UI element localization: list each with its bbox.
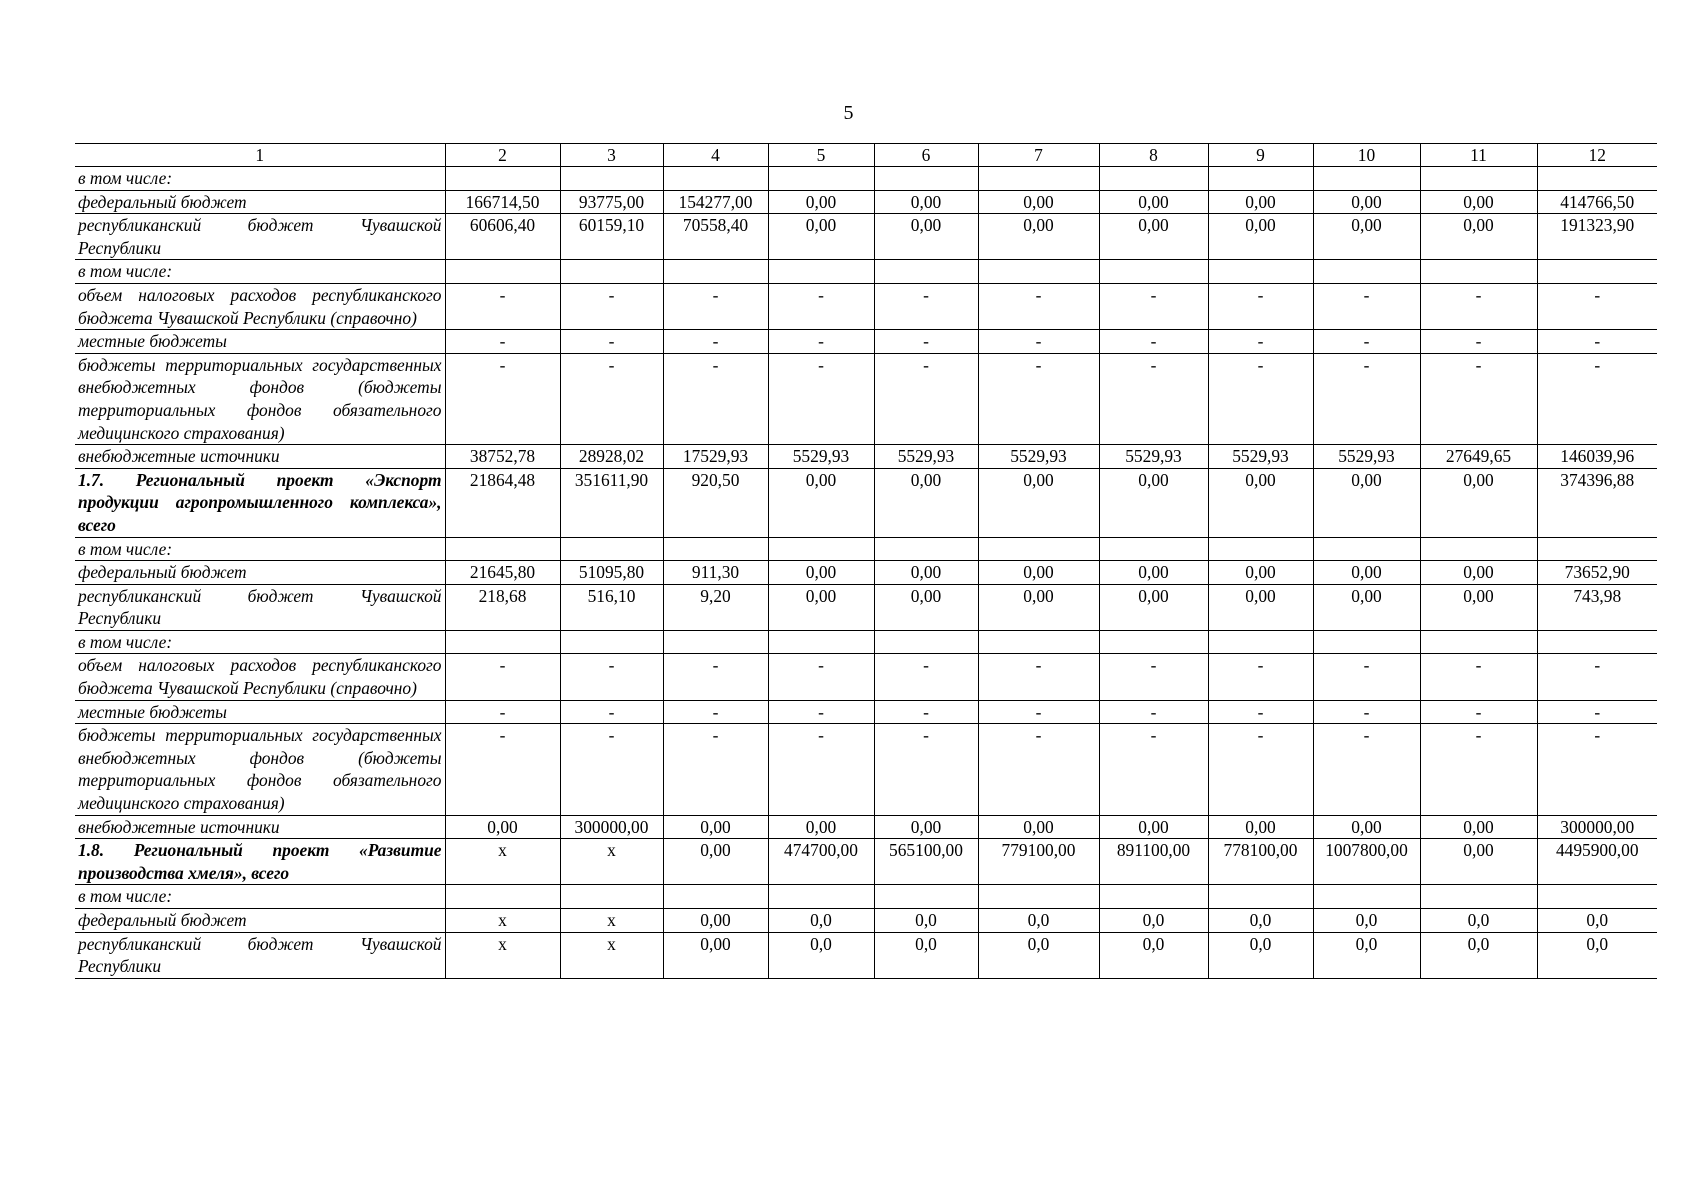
value-cell: - <box>560 654 663 700</box>
value-cell: 93775,00 <box>560 190 663 214</box>
value-cell: - <box>1099 724 1208 815</box>
value-cell: 0,00 <box>663 932 768 978</box>
table-row <box>75 909 1657 933</box>
value-cell: 0,00 <box>978 468 1099 537</box>
value-cell <box>874 260 978 284</box>
value-cell <box>1313 537 1420 561</box>
column-header: 4 <box>663 144 768 167</box>
table-row <box>75 468 1657 537</box>
value-cell: 70558,40 <box>663 214 768 260</box>
value-cell: 0,00 <box>663 909 768 933</box>
row-label-cell: бюджеты территориальных государственных внебюджетных фондов (бюджеты территориальных фондов обязательного медицинского страхования) <box>75 724 445 815</box>
row-label-cell: местные бюджеты <box>75 700 445 724</box>
row-label-cell: республиканский бюджет Чувашской Республики <box>75 214 445 260</box>
row-label-cell: федеральный бюджет <box>75 909 445 933</box>
value-cell: - <box>560 283 663 329</box>
value-cell: - <box>1313 283 1420 329</box>
value-cell: - <box>874 700 978 724</box>
value-cell: 0,0 <box>978 932 1099 978</box>
value-cell <box>560 167 663 191</box>
value-cell <box>445 537 560 561</box>
column-header: 2 <box>445 144 560 167</box>
value-cell: 0,00 <box>663 839 768 885</box>
table-header-row <box>75 144 1657 167</box>
value-cell: 0,00 <box>978 214 1099 260</box>
value-cell: 0,00 <box>768 190 874 214</box>
value-cell: - <box>874 654 978 700</box>
value-cell <box>445 167 560 191</box>
value-cell: 0,00 <box>1313 584 1420 630</box>
column-header: 6 <box>874 144 978 167</box>
value-cell: 218,68 <box>445 584 560 630</box>
value-cell <box>1537 167 1657 191</box>
row-label-cell: в том числе: <box>75 167 445 191</box>
value-cell: 778100,00 <box>1208 839 1313 885</box>
table-row <box>75 815 1657 839</box>
value-cell <box>560 537 663 561</box>
value-cell: 0,00 <box>1099 584 1208 630</box>
value-cell: 0,00 <box>768 815 874 839</box>
table-row <box>75 724 1657 815</box>
value-cell <box>1420 630 1537 654</box>
value-cell: - <box>1099 283 1208 329</box>
value-cell <box>978 167 1099 191</box>
value-cell <box>1537 630 1657 654</box>
value-cell: - <box>445 724 560 815</box>
table-row <box>75 885 1657 909</box>
value-cell: 0,00 <box>1208 214 1313 260</box>
value-cell: - <box>663 330 768 354</box>
value-cell <box>1420 537 1537 561</box>
value-cell: 0,0 <box>1537 932 1657 978</box>
value-cell: 0,00 <box>874 468 978 537</box>
column-header: 12 <box>1537 144 1657 167</box>
value-cell <box>663 260 768 284</box>
value-cell: - <box>1208 283 1313 329</box>
value-cell: 0,0 <box>1099 932 1208 978</box>
value-cell: - <box>663 353 768 444</box>
row-label-cell: в том числе: <box>75 260 445 284</box>
value-cell: 0,00 <box>978 815 1099 839</box>
value-cell: х <box>560 909 663 933</box>
value-cell: 0,00 <box>1313 468 1420 537</box>
value-cell: - <box>1537 330 1657 354</box>
value-cell: 414766,50 <box>1537 190 1657 214</box>
value-cell: - <box>978 654 1099 700</box>
value-cell: - <box>768 330 874 354</box>
value-cell <box>1537 537 1657 561</box>
value-cell: 5529,93 <box>768 445 874 469</box>
value-cell: 0,00 <box>768 561 874 585</box>
value-cell: - <box>560 330 663 354</box>
value-cell <box>874 167 978 191</box>
value-cell: 9,20 <box>663 584 768 630</box>
row-label-cell: объем налоговых расходов республиканского бюджета Чувашской Республики (справочно) <box>75 654 445 700</box>
value-cell: - <box>560 353 663 444</box>
value-cell: 0,0 <box>874 909 978 933</box>
table-row <box>75 190 1657 214</box>
value-cell <box>663 885 768 909</box>
page-number: 5 <box>843 102 854 124</box>
value-cell: - <box>1313 654 1420 700</box>
row-label-cell: республиканский бюджет Чувашской Республики <box>75 932 445 978</box>
value-cell: - <box>560 724 663 815</box>
value-cell: 5529,93 <box>1208 445 1313 469</box>
value-cell: 73652,90 <box>1537 561 1657 585</box>
row-label-cell: республиканский бюджет Чувашской Республики <box>75 584 445 630</box>
table-row <box>75 630 1657 654</box>
row-label-cell: бюджеты территориальных государственных внебюджетных фондов (бюджеты территориальных фондов обязательного медицинского страхования) <box>75 353 445 444</box>
value-cell: - <box>978 353 1099 444</box>
value-cell: 27649,65 <box>1420 445 1537 469</box>
row-label-cell: в том числе: <box>75 630 445 654</box>
value-cell <box>1208 537 1313 561</box>
value-cell <box>1537 260 1657 284</box>
value-cell: 0,00 <box>768 468 874 537</box>
value-cell: - <box>1537 353 1657 444</box>
value-cell: 0,00 <box>874 214 978 260</box>
value-cell: - <box>1537 724 1657 815</box>
value-cell <box>874 537 978 561</box>
value-cell: 0,00 <box>1313 561 1420 585</box>
value-cell: 0,0 <box>768 932 874 978</box>
value-cell: 28928,02 <box>560 445 663 469</box>
value-cell: - <box>1313 724 1420 815</box>
value-cell: 51095,80 <box>560 561 663 585</box>
value-cell: 0,00 <box>1099 468 1208 537</box>
value-cell: - <box>1099 700 1208 724</box>
table-row <box>75 654 1657 700</box>
row-label-cell: в том числе: <box>75 885 445 909</box>
value-cell: - <box>663 654 768 700</box>
value-cell: 0,00 <box>1420 190 1537 214</box>
value-cell: 154277,00 <box>663 190 768 214</box>
value-cell: - <box>1208 330 1313 354</box>
table-row <box>75 445 1657 469</box>
value-cell: - <box>445 353 560 444</box>
value-cell: - <box>1537 654 1657 700</box>
value-cell: 0,00 <box>445 815 560 839</box>
table-row <box>75 584 1657 630</box>
table-row <box>75 260 1657 284</box>
value-cell <box>768 630 874 654</box>
value-cell: - <box>768 283 874 329</box>
value-cell: 21864,48 <box>445 468 560 537</box>
value-cell <box>1208 260 1313 284</box>
value-cell: 300000,00 <box>1537 815 1657 839</box>
value-cell: - <box>978 330 1099 354</box>
value-cell: 300000,00 <box>560 815 663 839</box>
value-cell <box>1313 260 1420 284</box>
value-cell <box>560 260 663 284</box>
table-row <box>75 561 1657 585</box>
row-label-cell: местные бюджеты <box>75 330 445 354</box>
value-cell: 0,00 <box>1208 815 1313 839</box>
value-cell: - <box>1420 353 1537 444</box>
value-cell <box>445 885 560 909</box>
value-cell: 0,0 <box>1537 909 1657 933</box>
value-cell: 0,00 <box>768 584 874 630</box>
value-cell <box>1099 167 1208 191</box>
value-cell: 374396,88 <box>1537 468 1657 537</box>
value-cell: 0,0 <box>874 932 978 978</box>
row-label-cell: федеральный бюджет <box>75 561 445 585</box>
value-cell: - <box>663 283 768 329</box>
table-row <box>75 932 1657 978</box>
value-cell <box>663 537 768 561</box>
value-cell: - <box>1099 654 1208 700</box>
value-cell: 191323,90 <box>1537 214 1657 260</box>
column-header: 11 <box>1420 144 1537 167</box>
value-cell: 5529,93 <box>978 445 1099 469</box>
value-cell <box>1313 885 1420 909</box>
value-cell: 0,00 <box>663 815 768 839</box>
row-label-cell: внебюджетные источники <box>75 445 445 469</box>
value-cell: 60159,10 <box>560 214 663 260</box>
value-cell: 0,00 <box>1420 584 1537 630</box>
value-cell: - <box>663 724 768 815</box>
column-header: 9 <box>1208 144 1313 167</box>
value-cell: - <box>978 724 1099 815</box>
value-cell: - <box>874 283 978 329</box>
value-cell: - <box>1420 700 1537 724</box>
value-cell: 0,00 <box>1313 190 1420 214</box>
value-cell: 146039,96 <box>1537 445 1657 469</box>
value-cell: 0,00 <box>978 561 1099 585</box>
value-cell: - <box>768 353 874 444</box>
value-cell: - <box>560 700 663 724</box>
value-cell <box>663 167 768 191</box>
table-row <box>75 214 1657 260</box>
value-cell: - <box>1313 700 1420 724</box>
value-cell <box>1208 885 1313 909</box>
value-cell: 0,00 <box>1099 214 1208 260</box>
value-cell: 5529,93 <box>1313 445 1420 469</box>
value-cell: 0,00 <box>1420 815 1537 839</box>
value-cell: х <box>445 839 560 885</box>
value-cell: 0,00 <box>1313 214 1420 260</box>
value-cell: х <box>445 909 560 933</box>
value-cell <box>1420 885 1537 909</box>
value-cell <box>560 885 663 909</box>
value-cell: 0,0 <box>1208 909 1313 933</box>
table-row <box>75 839 1657 885</box>
column-header: 8 <box>1099 144 1208 167</box>
value-cell: - <box>445 654 560 700</box>
value-cell <box>874 630 978 654</box>
value-cell: - <box>768 724 874 815</box>
row-label-cell: в том числе: <box>75 537 445 561</box>
value-cell: - <box>1420 283 1537 329</box>
value-cell: 4495900,00 <box>1537 839 1657 885</box>
column-header: 3 <box>560 144 663 167</box>
value-cell: 0,00 <box>978 584 1099 630</box>
value-cell: - <box>768 654 874 700</box>
column-header: 10 <box>1313 144 1420 167</box>
value-cell <box>445 630 560 654</box>
table-row <box>75 330 1657 354</box>
value-cell: 891100,00 <box>1099 839 1208 885</box>
value-cell: 5529,93 <box>1099 445 1208 469</box>
value-cell: 474700,00 <box>768 839 874 885</box>
value-cell: - <box>1420 724 1537 815</box>
section-title-cell: 1.8. Региональный проект «Развитие производства хмеля», всего <box>75 839 445 885</box>
value-cell: 351611,90 <box>560 468 663 537</box>
value-cell: - <box>1208 654 1313 700</box>
value-cell: 0,00 <box>874 815 978 839</box>
value-cell: 0,00 <box>1208 561 1313 585</box>
value-cell: 0,00 <box>1208 190 1313 214</box>
value-cell: - <box>874 353 978 444</box>
value-cell <box>874 885 978 909</box>
value-cell: 743,98 <box>1537 584 1657 630</box>
value-cell <box>1313 630 1420 654</box>
table-row <box>75 353 1657 444</box>
value-cell <box>1099 537 1208 561</box>
value-cell: 0,00 <box>874 561 978 585</box>
value-cell <box>445 260 560 284</box>
value-cell: - <box>445 330 560 354</box>
value-cell: 0,00 <box>874 190 978 214</box>
value-cell <box>663 630 768 654</box>
value-cell: 166714,50 <box>445 190 560 214</box>
value-cell: - <box>663 700 768 724</box>
table-row <box>75 700 1657 724</box>
column-header: 5 <box>768 144 874 167</box>
value-cell: 0,00 <box>1420 214 1537 260</box>
value-cell: 0,00 <box>978 190 1099 214</box>
value-cell: 0,00 <box>1420 561 1537 585</box>
value-cell: - <box>768 700 874 724</box>
value-cell: 17529,93 <box>663 445 768 469</box>
value-cell <box>1208 167 1313 191</box>
value-cell: 38752,78 <box>445 445 560 469</box>
value-cell: - <box>1099 330 1208 354</box>
value-cell <box>1208 630 1313 654</box>
value-cell: 920,50 <box>663 468 768 537</box>
value-cell: х <box>560 932 663 978</box>
row-label-cell: внебюджетные источники <box>75 815 445 839</box>
table-body <box>75 144 1657 979</box>
value-cell: - <box>1313 330 1420 354</box>
value-cell: 0,0 <box>1313 909 1420 933</box>
row-label-cell: федеральный бюджет <box>75 190 445 214</box>
value-cell <box>768 260 874 284</box>
value-cell: 0,0 <box>1420 909 1537 933</box>
value-cell: 60606,40 <box>445 214 560 260</box>
value-cell: 0,0 <box>1208 932 1313 978</box>
value-cell <box>768 537 874 561</box>
value-cell: 0,00 <box>1099 815 1208 839</box>
value-cell: - <box>1537 700 1657 724</box>
value-cell: 5529,93 <box>874 445 978 469</box>
value-cell <box>1099 630 1208 654</box>
value-cell: - <box>874 724 978 815</box>
section-title-cell: 1.7. Региональный проект «Экспорт продукции агропромышленного комплекса», всего <box>75 468 445 537</box>
value-cell: - <box>1208 353 1313 444</box>
value-cell: - <box>1420 330 1537 354</box>
value-cell: - <box>874 330 978 354</box>
value-cell: 1007800,00 <box>1313 839 1420 885</box>
value-cell <box>1420 167 1537 191</box>
value-cell: 0,0 <box>978 909 1099 933</box>
value-cell: 0,00 <box>768 214 874 260</box>
value-cell <box>1420 260 1537 284</box>
table-row <box>75 167 1657 191</box>
value-cell <box>978 260 1099 284</box>
value-cell <box>978 885 1099 909</box>
value-cell: - <box>1208 724 1313 815</box>
value-cell: - <box>1313 353 1420 444</box>
column-header: 7 <box>978 144 1099 167</box>
value-cell: 0,00 <box>1208 468 1313 537</box>
value-cell: 0,00 <box>1208 584 1313 630</box>
value-cell: - <box>978 700 1099 724</box>
value-cell: 0,00 <box>1420 839 1537 885</box>
value-cell: 565100,00 <box>874 839 978 885</box>
value-cell: 779100,00 <box>978 839 1099 885</box>
value-cell: 0,0 <box>1313 932 1420 978</box>
value-cell: 0,00 <box>1420 468 1537 537</box>
value-cell: х <box>560 839 663 885</box>
value-cell: 0,00 <box>1099 561 1208 585</box>
value-cell: - <box>978 283 1099 329</box>
value-cell: 0,00 <box>874 584 978 630</box>
row-label-cell: объем налоговых расходов республиканского бюджета Чувашской Республики (справочно) <box>75 283 445 329</box>
value-cell: - <box>1208 700 1313 724</box>
value-cell <box>1099 885 1208 909</box>
value-cell: - <box>445 700 560 724</box>
value-cell <box>768 885 874 909</box>
value-cell: 0,0 <box>1420 932 1537 978</box>
value-cell: - <box>1099 353 1208 444</box>
value-cell: 0,0 <box>1099 909 1208 933</box>
value-cell <box>1099 260 1208 284</box>
value-cell: х <box>445 932 560 978</box>
column-header: 1 <box>75 144 445 167</box>
value-cell: 516,10 <box>560 584 663 630</box>
table-row <box>75 283 1657 329</box>
value-cell <box>978 630 1099 654</box>
value-cell: 0,00 <box>1099 190 1208 214</box>
value-cell <box>1313 167 1420 191</box>
value-cell: 911,30 <box>663 561 768 585</box>
value-cell <box>560 630 663 654</box>
value-cell <box>1537 885 1657 909</box>
value-cell: - <box>1537 283 1657 329</box>
value-cell: - <box>445 283 560 329</box>
table-row <box>75 537 1657 561</box>
value-cell <box>978 537 1099 561</box>
value-cell: 0,0 <box>768 909 874 933</box>
value-cell: - <box>1420 654 1537 700</box>
value-cell <box>768 167 874 191</box>
budget-table <box>75 143 1657 979</box>
value-cell: 21645,80 <box>445 561 560 585</box>
value-cell: 0,00 <box>1313 815 1420 839</box>
